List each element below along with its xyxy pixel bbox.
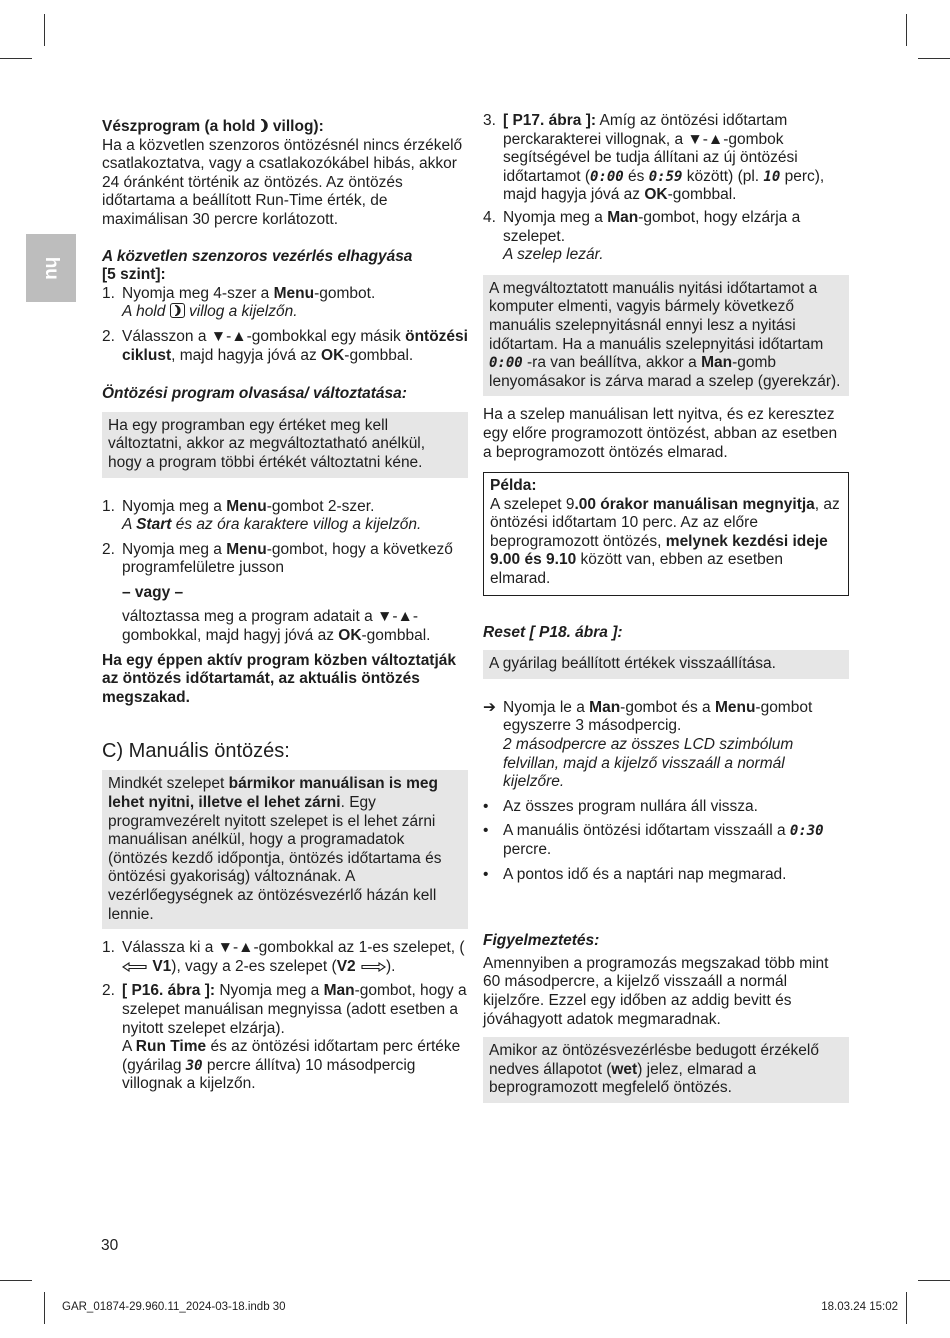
list-item: ➔ Nyomja le a Man-gombot és a Menu-gombot egyszerre 3 másodpercig. 2 másodpercre az összes LCD szimbólum felvillan, majd a kijelző visszaáll a normál kijelzőre. — [483, 698, 813, 791]
emergency-program-heading: Vészprogram (a hold villog): — [102, 118, 324, 135]
list-item-continuation: változtassa meg a program adatait a ▼-▲-gombokkal, majd hagyj jóvá az OK-gombbal. — [122, 608, 431, 645]
list-item: 1. Nyomja meg a Menu-gombot 2-szer. A Start és az óra karaktere villog a kijelzőn. — [102, 497, 422, 534]
crop-mark — [0, 1280, 32, 1281]
language-tab — [26, 234, 76, 302]
list-item: 3. [ P17. ábra ]: Amíg az öntözési időtartam perckarakterei villognak, a ▼-▲-gombok segítségével be tudja állítani az új öntözési időtartamot (0:00 és 0:59 között) (pl. 10 perc), majd hagyja jóvá az OK-gombbal. — [483, 112, 825, 204]
lcd-value: 0:30 — [789, 823, 824, 840]
list-item: 4. Nyomja meg a Man-gombot, hogy elzárja a szelepet. A szelep lezár. — [483, 208, 801, 264]
crop-mark — [906, 1292, 907, 1324]
left-column — [102, 112, 468, 1094]
bullet-icon: • — [483, 865, 489, 883]
lcd-value: 0:00 — [489, 355, 523, 372]
list-item: 2. [ P16. ábra ]: Nyomja meg a Man-gombot, hogy a szelepet manuálisan megnyissa (adott esetben a nyitott szelepet elzárja). A Run Time és az öntözési időtartam perc értéke (gyárilag 30 percre állítva) 10 másodpercig villognak a kijelzőn. — [102, 982, 467, 1093]
arrow-left-icon — [122, 962, 148, 972]
bullet-icon: • — [483, 822, 489, 840]
list-item: 2. Válasszon a ▼-▲-gombokkal egy másik öntözési ciklust, majd hagyja jóvá az OK-gombbal. — [102, 327, 468, 364]
paragraph: Ha a szelep manuálisan lett nyitva, és ez keresztez egy előre programozott öntözést, abban az esetben a beprogramozott öntözés elmarad. — [483, 406, 838, 461]
list-item: • A pontos idő és a naptári nap megmarad. — [483, 865, 787, 883]
example-box — [483, 472, 849, 596]
crop-mark — [44, 14, 45, 46]
note-box: Ha egy programban egy értéket meg kell változtatni, akkor az megváltoztatható anélkül, hogy a program többi értékét változtatni kéne. — [102, 412, 468, 478]
or-separator: – vagy – — [122, 583, 184, 601]
sensor-leave-heading: A közvetlen szenzoros vezérlés elhagyása [5 szint]: — [102, 247, 413, 284]
note-box: Mindkét szelepet bármikor manuálisan is meg lehet nyitni, illetve el lehet zárni. Egy programvezérelt nyitott szelepet is el lehet zárni manuálisan anélkül, hogy a programadatok (öntözés kezdő időpontja, öntözés időtartama és öntözési gyakoriság) változnának. A vezérlőegységnek az öntözésvezérlő házán kell lennie. — [102, 770, 468, 929]
moon-icon — [170, 303, 185, 318]
bullet-icon: • — [483, 797, 489, 815]
crop-mark — [906, 14, 907, 46]
crop-mark — [918, 58, 950, 59]
footer-file-info: GAR_01874-29.960.11_2024-03-18.indb 30 — [62, 1301, 286, 1313]
program-read-heading: Öntözési program olvasása/ változtatása: — [102, 385, 407, 403]
note-box: A gyárilag beállított értékek visszaállítása. — [483, 650, 849, 679]
lcd-value: 10 — [763, 168, 781, 185]
warning-text: Amennyiben a programozás megszakad több mint 60 másodpercre, a kijelző visszaáll a normál kijelzőre. Ezzel egy időben az addig bevitt és jóváhagyott adatok megmaradnak. — [483, 954, 829, 1028]
footer-timestamp: 18.03.24 15:02 — [821, 1301, 898, 1313]
list-item: 1. Válassza ki a ▼-▲-gombokkal az 1-es szelepet, ( V1), vagy a 2-es szelepet (V2 ). — [102, 939, 465, 975]
right-column — [483, 112, 849, 1103]
list-item: 1. Nyomja meg 4-szer a Menu-gombot. A hold villog a kijelzőn. — [102, 284, 376, 321]
warning-heading: Figyelmeztetés: — [483, 932, 600, 950]
warning-text: Ha egy éppen aktív program közben változtatják az öntözés időtartamát, az aktuális öntözés megszakad. — [102, 651, 457, 706]
manual-watering-heading: C) Manuális öntözés: — [102, 740, 290, 763]
moon-icon — [260, 119, 269, 132]
reset-heading: Reset [ P18. ábra ]: — [483, 623, 623, 641]
example-title: Példa: — [490, 477, 537, 495]
emergency-program-text: Ha a közvetlen szenzoros öntözésnél nincs érzékelő csatlakoztatva, vagy a csatlakozókábel hibás, akkor 24 óránként történik az öntözés. Az öntözés időtartama a beállított Run-Time érték, de maximálisan 30 percre korlátozott. — [102, 136, 463, 228]
lcd-value: 0:00 — [590, 168, 624, 185]
crop-mark — [0, 58, 32, 59]
lcd-value: 0:59 — [648, 168, 683, 185]
example-text: A szelepet 9.00 órakor manuálisan megnyitja, az öntözési időtartam 10 perc. Az az előre beprogramozott öntözés, melynek kezdési ideje 9.00 és 9.10 között van, ebben az esetben elmarad. — [490, 495, 840, 588]
page-number: 30 — [101, 1237, 119, 1254]
language-tab-label: hu — [41, 256, 63, 280]
list-item: • A manuális öntözési időtartam visszaáll a 0:30 percre. — [483, 822, 824, 858]
list-item: 2. Nyomja meg a Menu-gombot, hogy a következő programfelületre jusson — [102, 540, 453, 577]
arrow-right-icon — [360, 962, 386, 972]
crop-mark — [44, 1292, 45, 1324]
list-item: • Az összes program nullára áll vissza. — [483, 797, 758, 815]
lcd-value: 30 — [185, 1057, 203, 1074]
note-box: A megváltoztatott manuális nyitási időtartamot a komputer elmenti, vagyis bármely következő manuális szelepnyitásnál ennyi lesz a nyitási időtartam. Ha a manuális szelepnyitási időtartam 0:00 -ra van beállítva, akkor a Man-gomb lenyomásakor is zárva marad a szelep (gyerekzár). — [483, 275, 849, 397]
note-box: Amikor az öntözésvezérlésbe bedugott érzékelő nedves állapotot (wet) jelez, elmarad a beprogramozott megfelelő öntözés. — [483, 1037, 849, 1103]
arrow-right-icon: ➔ — [483, 698, 496, 716]
crop-mark — [918, 1280, 950, 1281]
